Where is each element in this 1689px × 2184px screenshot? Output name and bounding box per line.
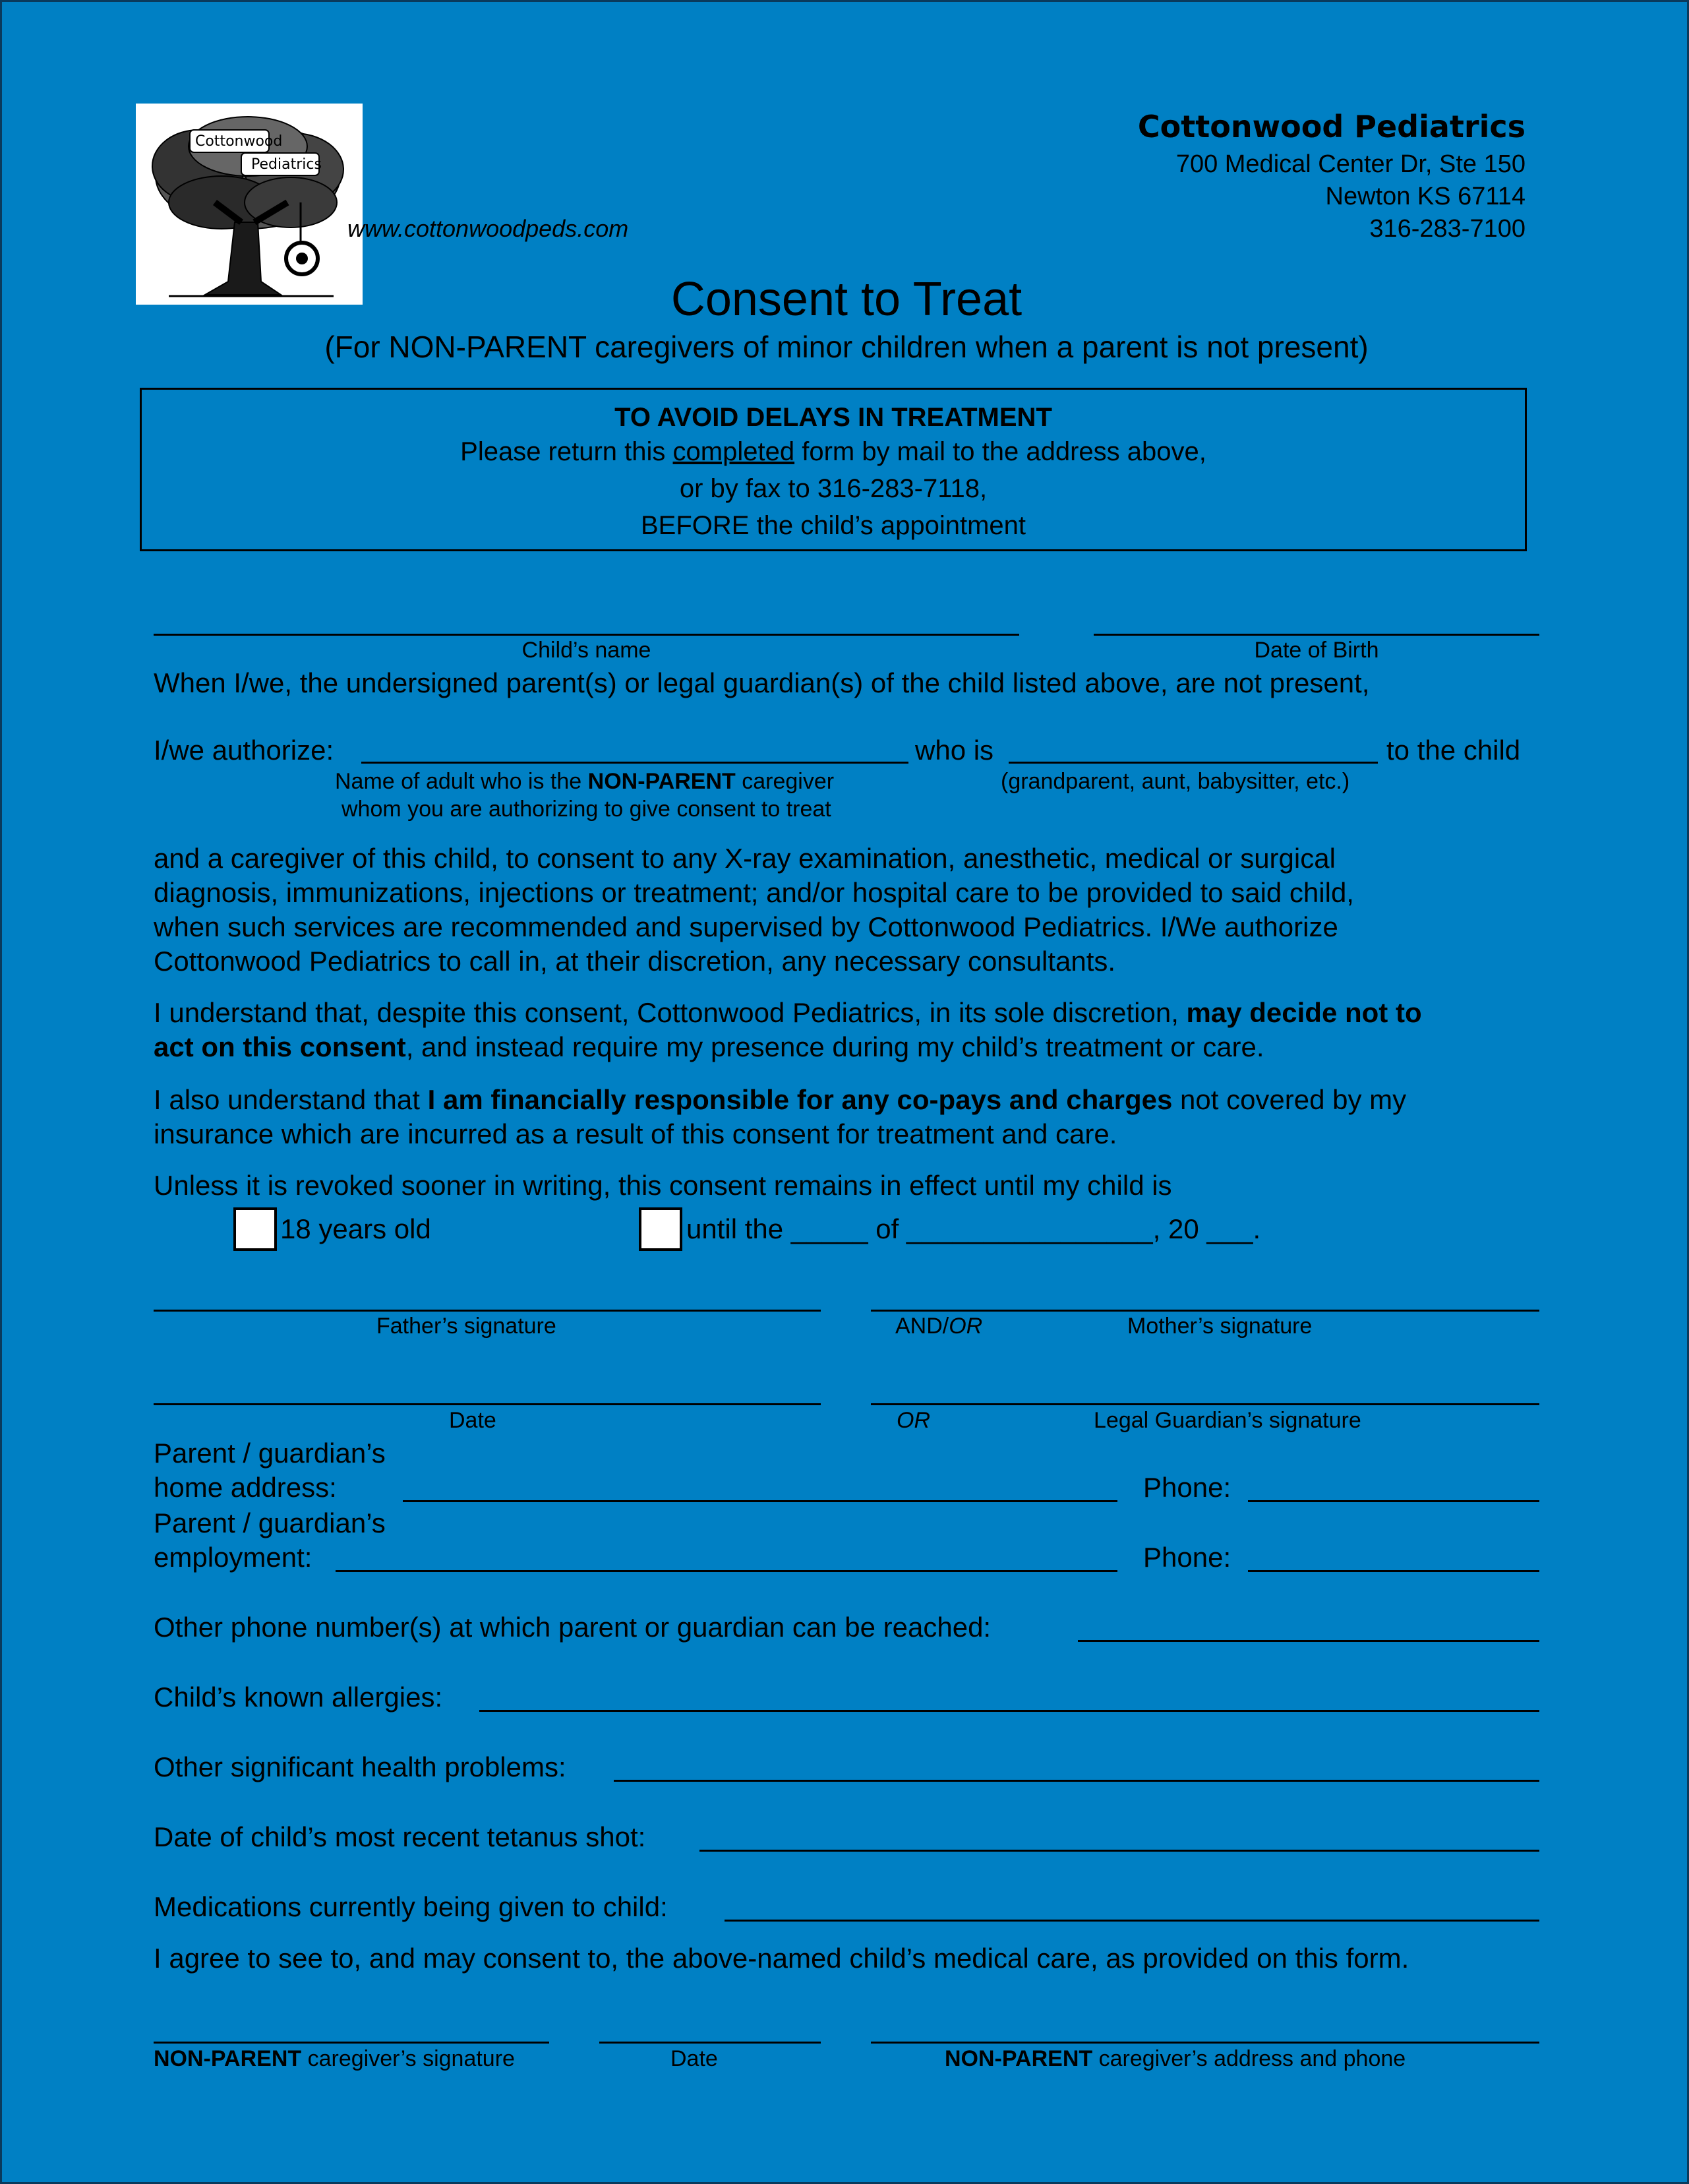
- intro-text: When I/we, the undersigned parent(s) or legal guardian(s) of the child listed above, are not present,: [154, 667, 1370, 698]
- employment-label-2: employment:: [154, 1542, 312, 1573]
- address-line2: Newton KS 67114: [1325, 183, 1526, 210]
- mother-signature-line[interactable]: [871, 1310, 1539, 1312]
- signature-date-label: Date: [449, 1408, 496, 1433]
- to-child-label: to the child: [1386, 735, 1521, 766]
- guardian-signature-label: Legal Guardian’s signature: [1094, 1408, 1361, 1433]
- completed-underlined: completed: [672, 437, 795, 466]
- financial-para-2: insurance which are incurred as a result of this consent for treatment and care.: [154, 1118, 1117, 1149]
- health-problems-line[interactable]: [614, 1780, 1539, 1782]
- dob-line[interactable]: [1094, 634, 1539, 636]
- notice-line2: or by fax to 316-283-7118,: [679, 474, 988, 503]
- caregiver-para-1: and a caregiver of this child, to consent to any X-ray examination, anesthetic, medical or surgical: [154, 843, 1336, 874]
- dob-label: Date of Birth: [1254, 638, 1379, 663]
- relationship-line[interactable]: [1009, 762, 1378, 764]
- agreement-text: I agree to see to, and may consent to, the above-named child’s medical care, as provided on this form.: [154, 1943, 1409, 1974]
- caregiver-date-line[interactable]: [599, 2042, 821, 2044]
- notice-heading: TO AVOID DELAYS IN TREATMENT: [614, 403, 1052, 432]
- logo-text-cottonwood: Cottonwood: [195, 133, 283, 150]
- guardian-signature-line[interactable]: [871, 1403, 1539, 1405]
- health-problems-label: Other significant health problems:: [154, 1751, 566, 1782]
- other-phone-line[interactable]: [1078, 1640, 1539, 1642]
- tetanus-line[interactable]: [699, 1850, 1539, 1852]
- checkbox-18-years[interactable]: [233, 1207, 277, 1251]
- option-until-label: until the _____ of ________________, 20 ___.: [686, 1213, 1261, 1244]
- child-name-label: Child’s name: [521, 638, 651, 663]
- page-subtitle: (For NON-PARENT caregivers of minor children when a parent is not present): [324, 330, 1369, 364]
- home-phone-line[interactable]: [1248, 1500, 1539, 1502]
- address-line1: 700 Medical Center Dr, Ste 150: [1175, 150, 1526, 178]
- authorize-label: I/we authorize:: [154, 735, 334, 766]
- logo-text-pediatrics: Pediatrics: [251, 156, 322, 173]
- caregiver-date-label: Date: [670, 2046, 718, 2071]
- notice-box: [140, 388, 1527, 551]
- other-phone-label: Other phone number(s) at which parent or guardian can be reached:: [154, 1612, 992, 1643]
- caregiver-address-line[interactable]: [871, 2042, 1539, 2044]
- home-address-label-2: home address:: [154, 1472, 337, 1503]
- home-address-label-1: Parent / guardian’s: [154, 1438, 386, 1469]
- caregiver-name-line[interactable]: [361, 762, 908, 764]
- signature-date-line[interactable]: [154, 1403, 821, 1405]
- relationship-hint: (grandparent, aunt, babysitter, etc.): [1001, 769, 1350, 794]
- employment-phone-line[interactable]: [1248, 1570, 1539, 1572]
- medications-line[interactable]: [725, 1920, 1539, 1922]
- tetanus-label: Date of child’s most recent tetanus shot:: [154, 1821, 646, 1852]
- notice-line3: BEFORE the child’s appointment: [640, 511, 1026, 540]
- caregiver-para-3: when such services are recommended and supervised by Cottonwood Pediatrics. I/We authorize: [154, 911, 1338, 942]
- caregiver-signature-label: NON-PARENT caregiver’s signature: [154, 2046, 515, 2071]
- adult-name-hint-2: whom you are authorizing to give consent to treat: [341, 797, 831, 822]
- caregiver-para-2: diagnosis, immunizations, injections or treatment; and/or hospital care to be provided to said child,: [154, 877, 1354, 908]
- page-title: Consent to Treat: [670, 273, 1022, 326]
- effect-text: Unless it is revoked sooner in writing, this consent remains in effect until my child is: [154, 1170, 1172, 1201]
- practice-phone: 316-283-7100: [1369, 215, 1526, 243]
- or-label: OR: [897, 1408, 930, 1433]
- medications-label: Medications currently being given to child:: [154, 1891, 668, 1922]
- discretion-para-2: act on this consent, and instead require my presence during my child’s treatment or care.: [154, 1031, 1264, 1062]
- adult-name-hint: Name of adult who is the NON-PARENT caregiver: [335, 769, 835, 794]
- caregiver-para-4: Cottonwood Pediatrics to call in, at their discretion, any necessary consultants.: [154, 946, 1116, 977]
- allergies-line[interactable]: [479, 1710, 1539, 1712]
- caregiver-address-label: NON-PARENT caregiver’s address and phone: [945, 2046, 1406, 2071]
- father-signature-line[interactable]: [154, 1310, 821, 1312]
- employment-label-1: Parent / guardian’s: [154, 1507, 386, 1538]
- who-is-label: who is: [915, 735, 994, 766]
- employment-phone-label: Phone:: [1143, 1542, 1231, 1573]
- allergies-label: Child’s known allergies:: [154, 1682, 443, 1713]
- mother-signature-label: Mother’s signature: [1127, 1314, 1313, 1339]
- option-18-label: 18 years old: [280, 1213, 431, 1244]
- financial-para-1: I also understand that I am financially responsible for any co-pays and charges not covered by my: [154, 1084, 1407, 1115]
- notice-line1: Please return this completed form by mail to the address above,: [460, 437, 1206, 466]
- website-link[interactable]: www.cottonwoodpeds.com: [347, 215, 629, 242]
- home-address-line[interactable]: [403, 1500, 1117, 1502]
- checkbox-until-date[interactable]: [639, 1207, 682, 1251]
- father-signature-label: Father’s signature: [376, 1314, 556, 1339]
- child-name-line[interactable]: [154, 634, 1019, 636]
- caregiver-signature-line[interactable]: [154, 2042, 549, 2044]
- home-phone-label: Phone:: [1143, 1472, 1231, 1503]
- discretion-para-1: I understand that, despite this consent, Cottonwood Pediatrics, in its sole discretion, may decide not to: [154, 997, 1422, 1028]
- practice-name: Cottonwood Pediatrics: [1137, 109, 1526, 144]
- and-or-label: AND/OR: [895, 1314, 983, 1339]
- employment-line[interactable]: [336, 1570, 1117, 1572]
